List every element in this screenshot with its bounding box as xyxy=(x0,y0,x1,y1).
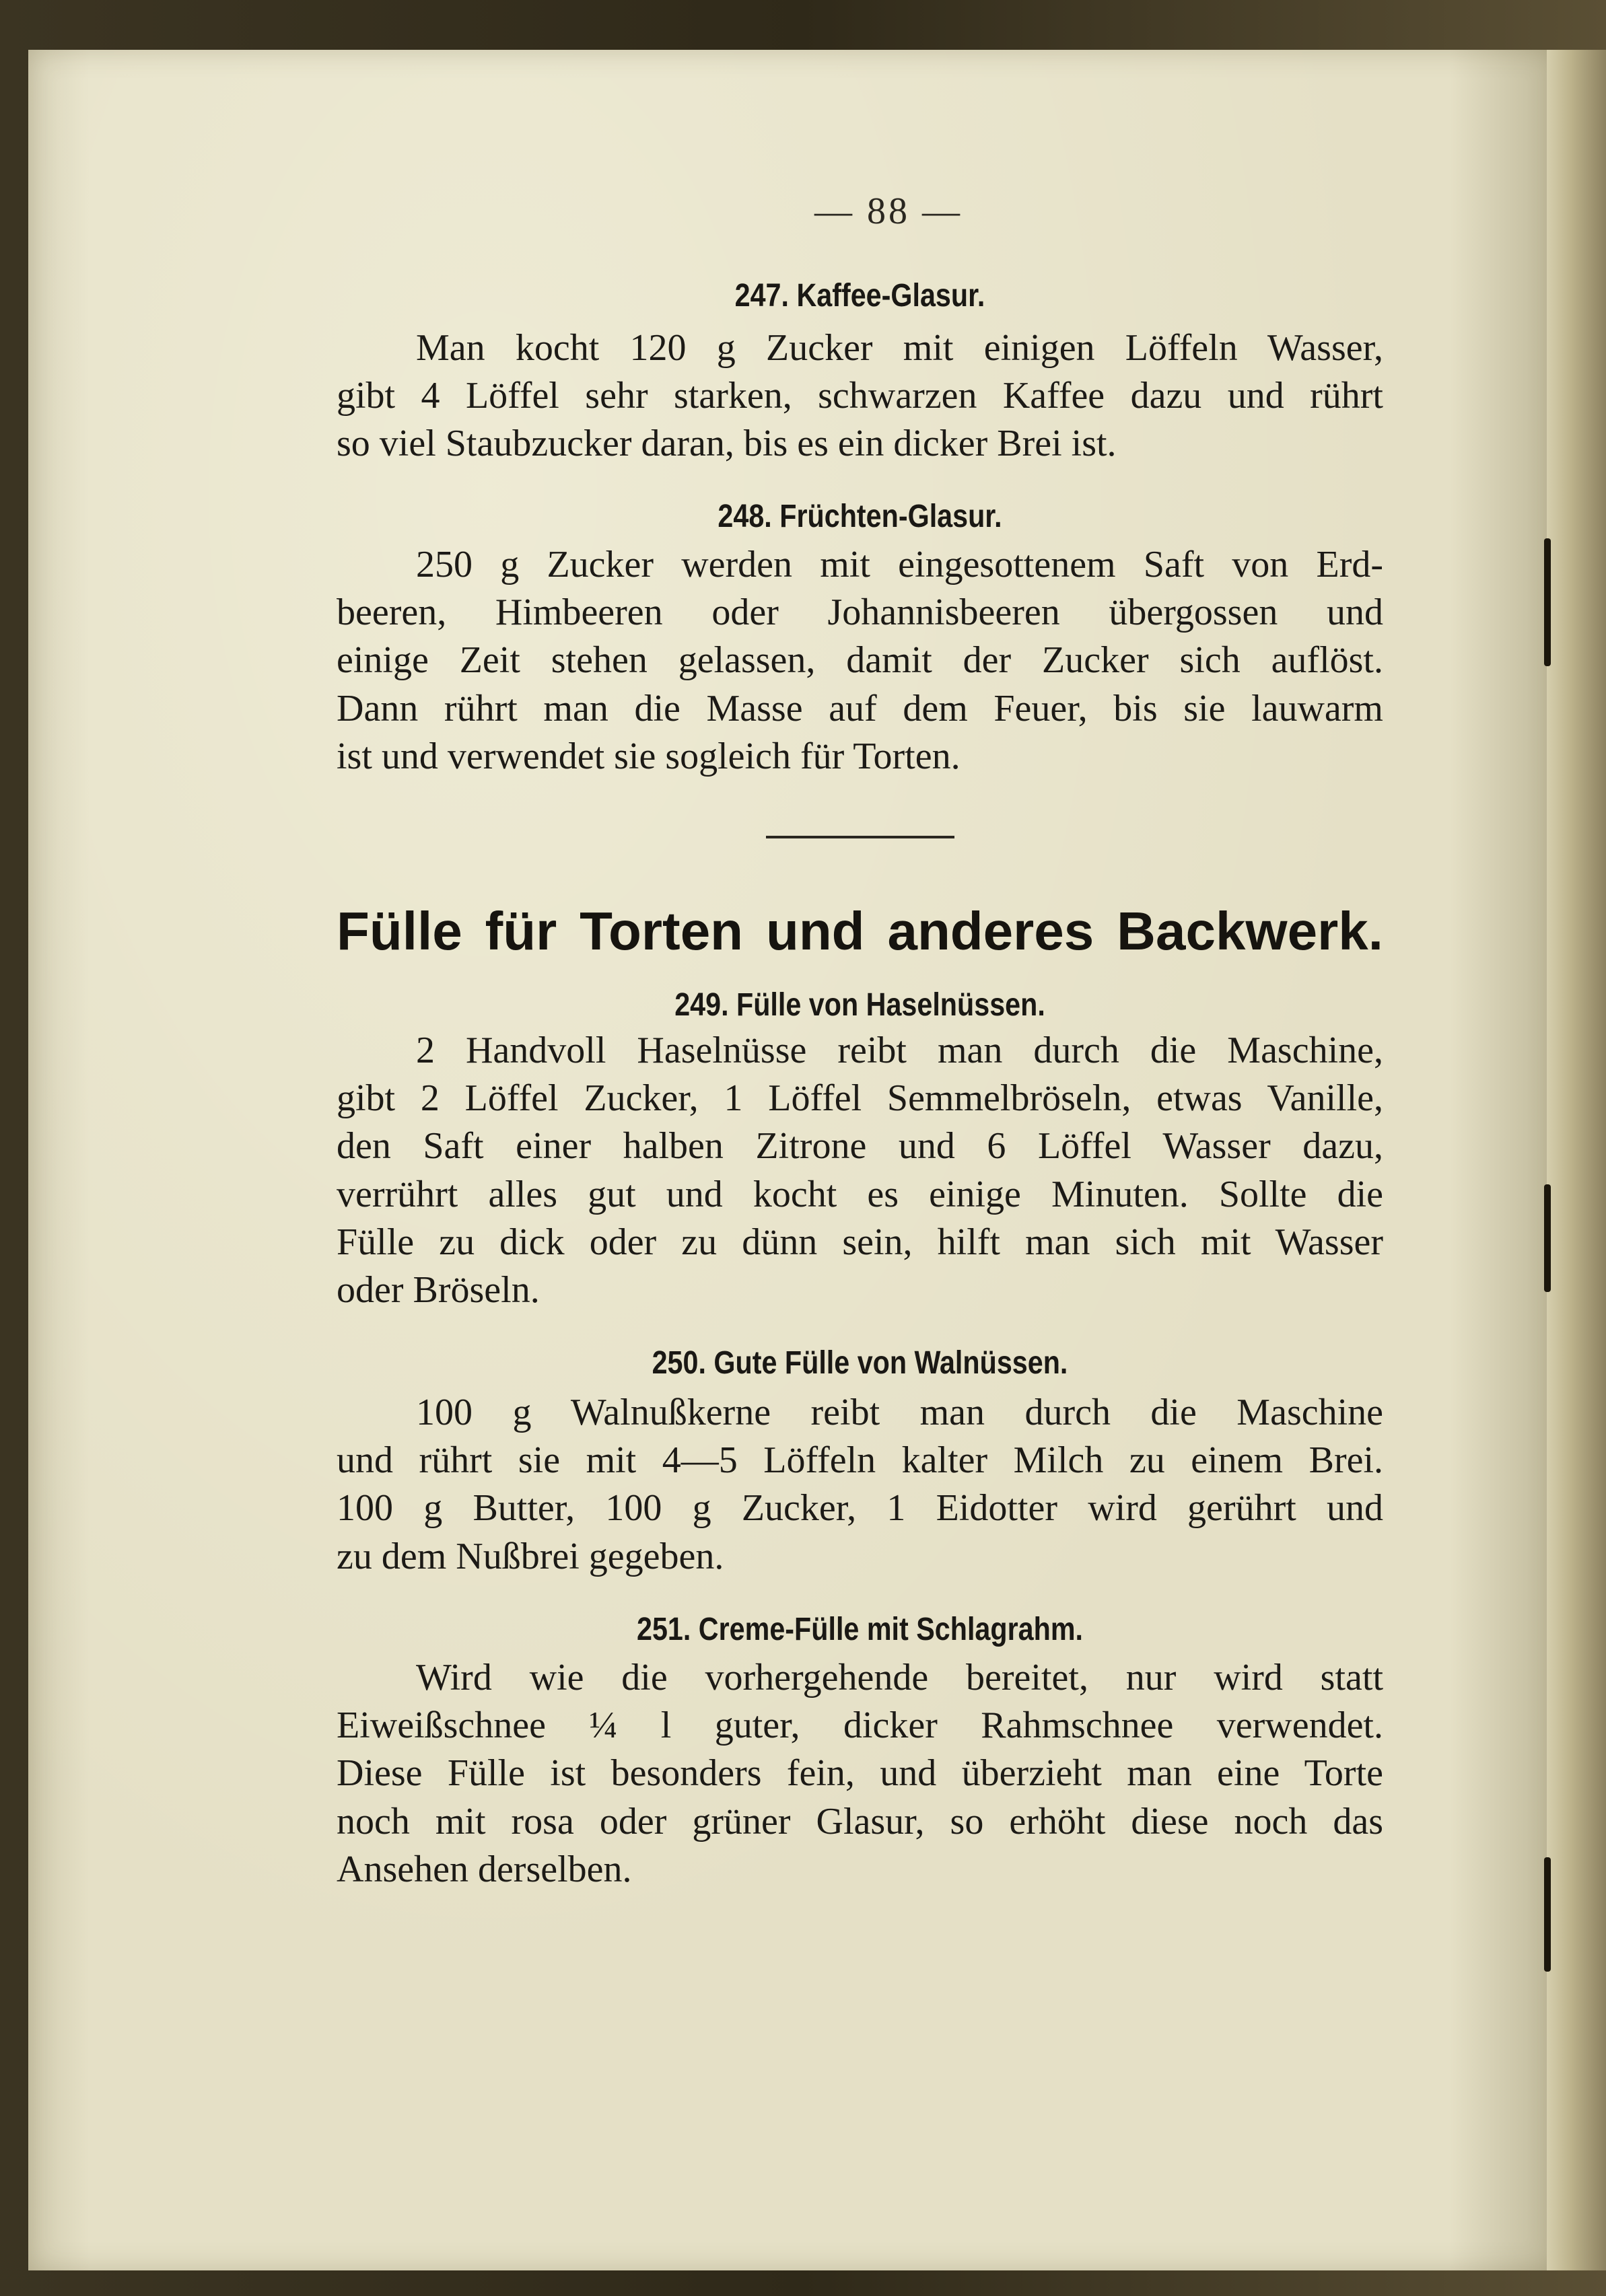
text-line: Dann rührt man die Masse auf dem Feuer, bis sie lauwarm xyxy=(337,687,1383,729)
text-line: Eiweißschnee ¼ l guter, dicker Rahmschnee verwendet. xyxy=(337,1705,1383,1747)
recipe-body xyxy=(337,541,1383,781)
text-line: ist und verwendet sie sogleich für Torten. xyxy=(337,735,961,777)
text-line: einige Zeit stehen gelassen, damit der Zucker sich auflöst. xyxy=(337,639,1383,682)
text-line: 2 Handvoll Haselnüsse reibt man durch die Maschine, xyxy=(416,1030,1383,1071)
text-line: 100 g Walnußkerne reibt man durch die Maschine xyxy=(416,1392,1383,1433)
text-line: Man kocht 120 g Zucker mit einigen Löffeln Wasser, xyxy=(416,327,1383,369)
text-line: 100 g Butter, 100 g Zucker, 1 Eidotter wird gerührt und xyxy=(337,1487,1383,1530)
text-line: zu dem Nußbrei gegeben. xyxy=(337,1535,724,1577)
recipe-body xyxy=(337,1654,1383,1894)
text-line: beeren, Himbeeren oder Johannisbeeren übergossen und xyxy=(337,591,1383,634)
binding-mark xyxy=(1544,538,1551,666)
text-line: noch mit rosa oder grüner Glasur, so erhöht diese noch das xyxy=(337,1800,1383,1842)
recipe-heading: 248. Früchten-Glasur. xyxy=(718,499,1002,534)
text-line: gibt 4 Löffel sehr starken, schwarzen Kaffee dazu und rührt xyxy=(337,375,1383,417)
page-number: — 88 — xyxy=(814,190,963,232)
recipe-body xyxy=(337,1389,1383,1581)
text-line: verrührt alles gut und kocht es einige Minuten. Sollte die xyxy=(337,1173,1383,1215)
text-line: und rührt sie mit 4—5 Löffeln kalter Milch zu einem Brei. xyxy=(337,1439,1383,1482)
binding-mark xyxy=(1544,1857,1551,1972)
text-line: oder Bröseln. xyxy=(337,1269,540,1312)
text-line: so viel Staubzucker daran, bis es ein dicker Brei ist. xyxy=(337,423,1117,465)
text-line: Ansehen derselben. xyxy=(337,1848,632,1890)
recipe-heading: 250. Gute Fülle von Walnüssen. xyxy=(652,1345,1068,1381)
text-line: gibt 2 Löffel Zucker, 1 Löffel Semmelbröseln, etwas Vanille, xyxy=(337,1077,1383,1120)
text-line: 250 g Zucker werden mit eingesottenem Saft von Erd- xyxy=(416,544,1383,585)
text-line: Fülle zu dick oder zu dünn sein, hilft man sich mit Wasser xyxy=(337,1221,1383,1263)
binding-mark xyxy=(1544,1184,1551,1292)
recipe-body xyxy=(337,324,1383,468)
recipe-heading: 251. Creme-Fülle mit Schlagrahm. xyxy=(636,1612,1084,1647)
recipe-body xyxy=(337,1027,1383,1314)
text-line: Diese Fülle ist besonders fein, und überzieht man eine Torte xyxy=(337,1752,1383,1795)
page-edge xyxy=(1547,50,1606,2270)
text-line: Wird wie die vorhergehende bereitet, nur wird statt xyxy=(416,1657,1383,1698)
recipe-heading: 249. Fülle von Haselnüssen. xyxy=(674,987,1045,1023)
section-title: Fülle für Torten und anderes Backwerk. xyxy=(337,901,1383,961)
section-divider xyxy=(766,836,954,838)
text-line: den Saft einer halben Zitrone und 6 Löffel Wasser dazu, xyxy=(337,1125,1383,1168)
recipe-heading: 247. Kaffee-Glasur. xyxy=(734,278,985,314)
